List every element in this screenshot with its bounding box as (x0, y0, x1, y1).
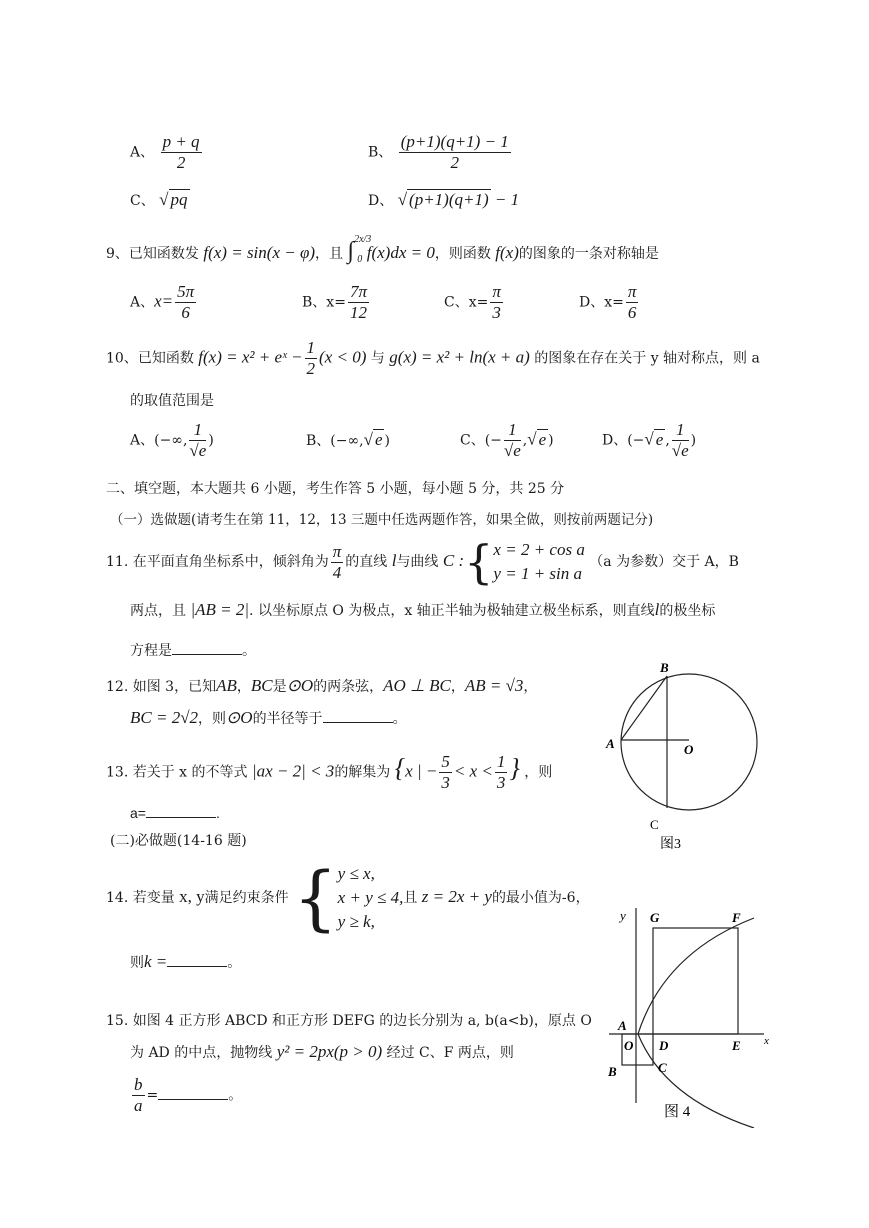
label-y: y (620, 908, 626, 923)
section-2-heading: 二、填空题，本大题共 6 小题，考生作答 5 小题，每小题 5 分，共 25 分 (106, 481, 565, 497)
q8-option-a: A、 $\frac{p + q}{2}$ (130, 132, 200, 172)
label-a: A (606, 736, 615, 751)
q15-line1: 15. 如图 4 正方形 ABCD 和正方形 DEFG 的边长分别为 a, b(a<b)，原点 O (106, 1013, 592, 1029)
label-o: O (624, 1038, 634, 1053)
q14-line2: 则k = 。 (130, 952, 242, 971)
q15-line3: $\frac{b}{a}$ = 。 (134, 1075, 243, 1115)
q12-line2: BC = 2√2，则⊙O的半径等于 。 (130, 708, 407, 727)
label-c: C (650, 817, 659, 832)
label-g: G (650, 910, 660, 925)
label-o: O (684, 742, 694, 757)
label-d: D (659, 1038, 669, 1053)
q15-answer-blank[interactable] (158, 1087, 228, 1100)
figure-4-caption: 图 4 (664, 1104, 691, 1120)
parabola (638, 918, 754, 1128)
q13-stem: 13. 若关于 x 的不等式 |ax − 2| < 3的解集为 {x | − $\frac{5}{3}$ < x < $\frac{1}{3}$ } ，则 (106, 752, 553, 792)
q9-option-a: A、x= $\frac{5\pi}{6}$ (130, 282, 195, 322)
q10-stem-line2: 的取值范围是 (130, 393, 214, 409)
q10-option-a: A、(−∞, $\frac{1}{√e}$ ) (130, 420, 214, 460)
q11-line3: 方程是 。 (130, 643, 256, 659)
label-b: B (660, 660, 669, 675)
figure-3 (604, 654, 764, 854)
q14-answer-blank[interactable] (167, 954, 227, 967)
label-a: A (618, 1018, 627, 1033)
q8-option-b: B、 $\frac{(p+1)(q+1) - 1}{2}$ (368, 132, 509, 172)
figure-3-caption: 图3 (660, 837, 681, 852)
q11-answer-blank[interactable] (172, 642, 242, 655)
label-f: F (732, 910, 741, 925)
q9-option-c: C、x= $\frac{\pi}{3}$ (444, 282, 501, 322)
q10-option-d: D、(−√ e , $\frac{1}{√e}$ ) (602, 420, 697, 460)
q8-option-d: D、 √ (p+1)(q+1) − 1 (368, 190, 520, 209)
q9-option-d: D、x= $\frac{\pi}{6}$ (579, 282, 637, 322)
q13-answer-blank[interactable] (146, 805, 216, 818)
q11-stem: 11. 在平面直角坐标系中，倾斜角为 $\frac{\pi}{4}$ 的直线 l与曲线 C :{ x = 2 + cos a y = 1 + sin a （a 为参数）交于 A，B (106, 535, 739, 589)
section-2a-heading: （一）选做题(请考生在第 11，12，13 三题中任选两题作答，如果全做，则按前两题记分) (110, 512, 654, 528)
label-x: x (764, 1035, 769, 1047)
section-2b-heading: (二)必做题(14-16 题) (110, 833, 247, 849)
label-e: E (732, 1038, 741, 1053)
q14-stem: 14. 若变量 x, y满足约束条件 { y ≤ x, x + y ≤ 4, y ≥ k, 且 z = 2x + y的最小值为-6， (106, 857, 590, 939)
q13-line2: a= . (130, 805, 220, 821)
label-b: B (608, 1064, 617, 1079)
figure-4 (604, 898, 774, 1128)
q15-line2: 为 AD 的中点，抛物线 y² = 2px(p > 0) 经过 C、F 两点，则 (130, 1042, 514, 1061)
q11-line2: 两点，且 |AB = 2|. 以坐标原点 O 为极点，x 轴正半轴为极轴建立极坐标系，则直线l的极坐标 (130, 600, 716, 619)
q12-answer-blank[interactable] (323, 710, 393, 723)
q9-option-b: B、x= $\frac{7\pi}{12}$ (302, 282, 367, 322)
q10-option-b: B、(−∞,√ e ) (306, 430, 390, 449)
chord-ab (621, 676, 667, 740)
label-c: C (658, 1060, 667, 1075)
q12-stem: 12. 如图 3，已知AB，BC是⊙O的两条弦，AO ⊥ BC，AB = √3， (106, 676, 538, 695)
q10-option-c: C、(− $\frac{1}{√e}$ ,√ e ) (460, 420, 554, 460)
q8-option-c: C、 √ pq (130, 190, 188, 209)
q9-stem: 9、已知函数发 f(x) = sin(x − φ)，且 ∫$^{2x/3}_0$ f(x)dx = 0，则函数 f(x)的图象的一条对称轴是 (106, 234, 659, 265)
q10-stem: 10、已知函数 f(x) = x² + eˣ − $\frac{1}{2}$ (x < 0) 与 g(x) = x² + ln(x + a) 的图象在存在关于 y 轴对称点，则 a (106, 338, 760, 378)
